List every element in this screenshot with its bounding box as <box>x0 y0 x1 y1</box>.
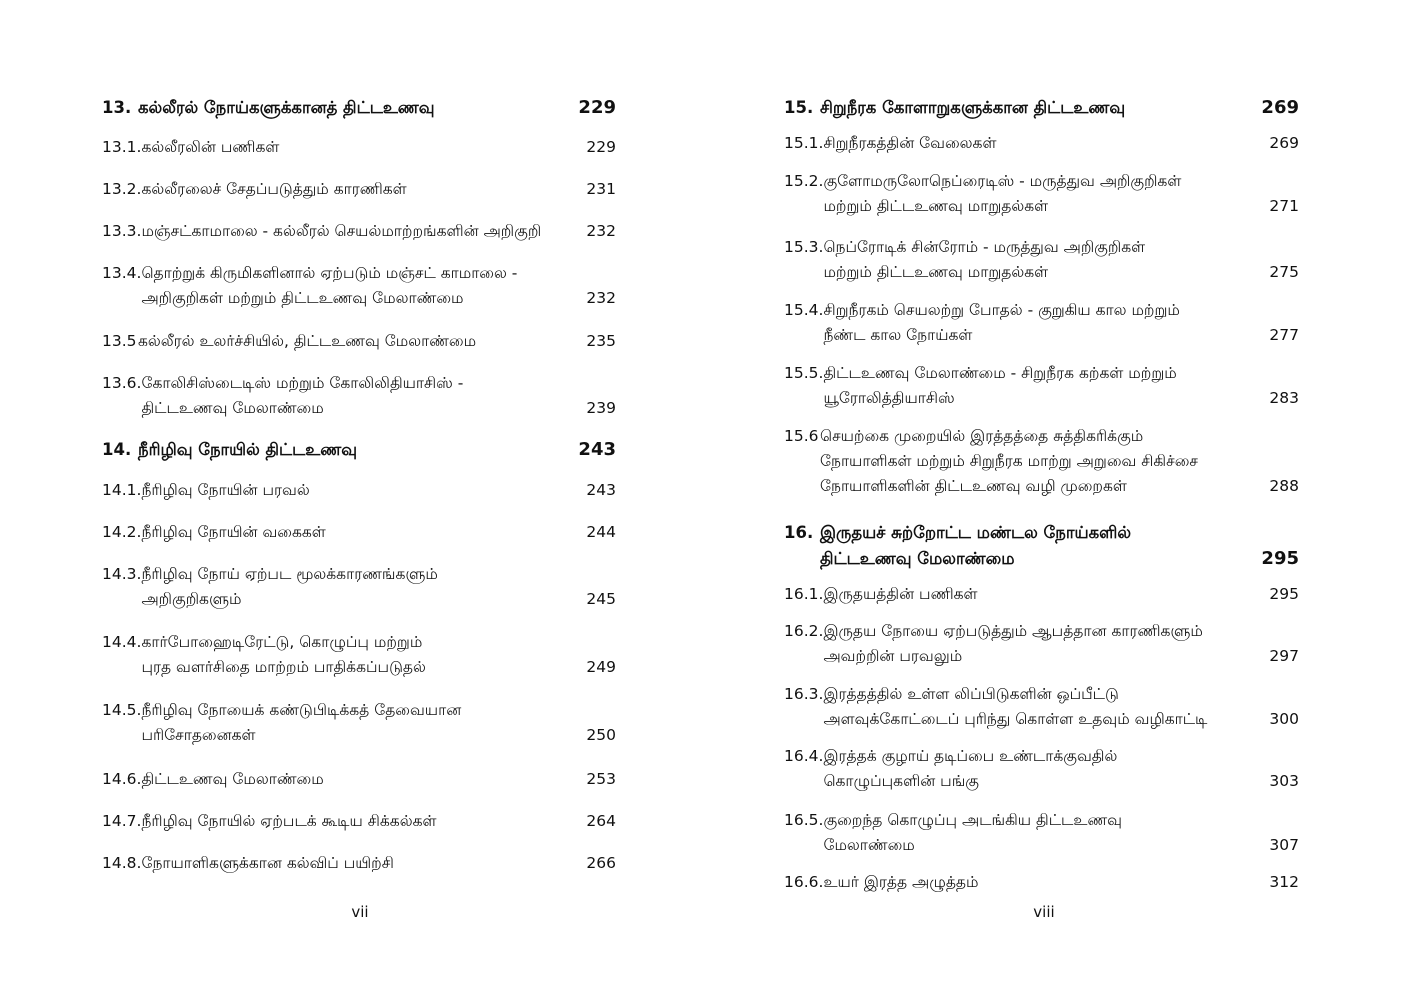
toc-entry-number: 14.7. <box>102 812 142 830</box>
toc-entry-title <box>823 744 1299 794</box>
toc-entry-title-line: மஞ்சட்காமாலை - கல்லீரல் செயல்மாற்றங்களின் அறிகுறி <box>141 222 542 240</box>
toc-section-entry <box>784 808 1299 858</box>
toc-page-number: 288 <box>1269 477 1299 495</box>
toc-page-number: 303 <box>1269 772 1299 790</box>
toc-entry-number: 14.6. <box>102 770 142 788</box>
toc-entry-title <box>820 424 1299 499</box>
toc-section-entry <box>784 131 1299 156</box>
toc-entry-title-line: அவற்றின் பரவலும் <box>823 647 963 665</box>
toc-entry-title-line: செயற்கை முறையில் இரத்தத்தை சுத்திகரிக்கும் <box>820 427 1144 445</box>
toc-section-entry <box>784 870 1299 895</box>
toc-entry-title <box>823 619 1299 669</box>
toc-page-number: 249 <box>586 658 616 676</box>
toc-entry-title-line: சிறுநீரக கோளாறுகளுக்கான திட்டஉணவு <box>820 98 1126 117</box>
toc-section-entry <box>102 219 616 244</box>
toc-entry-title <box>138 437 616 463</box>
toc-entry-title-line: தொற்றுக் கிருமிகளினால் ஏற்படும் மஞ்சட் காமாலை - <box>141 264 518 282</box>
toc-entry-number: 14. <box>102 440 132 459</box>
toc-page-number: 245 <box>586 590 616 608</box>
toc-entry-number: 13.5 <box>102 332 137 350</box>
toc-entry-title <box>141 135 616 160</box>
toc-page-number: 250 <box>586 726 616 744</box>
toc-entry-title <box>823 582 1299 607</box>
toc-entry-number: 14.2. <box>102 523 142 541</box>
toc-entry-title-line: நீரிழிவு நோய் ஏற்பட மூலக்காரணங்களும் <box>141 565 438 583</box>
toc-section-entry <box>102 698 616 748</box>
toc-entry-number: 13. <box>102 98 132 117</box>
toc-page-number: 283 <box>1269 389 1299 407</box>
toc-entry-title <box>141 219 616 244</box>
toc-entry-number: 13.2. <box>102 180 142 198</box>
toc-entry-number: 14.4. <box>102 633 142 651</box>
toc-page-number: 300 <box>1269 710 1299 728</box>
toc-section-entry <box>784 169 1299 219</box>
toc-entry-title-line: உயர் இரத்த அழுத்தம் <box>823 873 979 891</box>
toc-entry-title-line: கொழுப்புகளின் பங்கு <box>823 772 979 790</box>
toc-entry-title <box>823 808 1299 858</box>
toc-entry-title <box>823 131 1299 156</box>
toc-section-entry <box>784 582 1299 607</box>
toc-page-number: 243 <box>578 439 616 460</box>
toc-entry-title <box>138 95 616 121</box>
toc-entry-title <box>823 169 1299 219</box>
toc-entry-title-line: குளோமருலோநெப்ரைடிஸ் - மருத்துவ அறிகுறிகள் <box>823 172 1182 190</box>
toc-entry-title-line: யூரோலித்தியாசிஸ் <box>823 389 955 407</box>
toc-entry-number: 13.3. <box>102 222 142 240</box>
toc-entry-number: 13.4. <box>102 264 142 282</box>
toc-entry-number: 16.5. <box>784 811 824 829</box>
toc-entry-title <box>820 520 1299 572</box>
page-folio-left: vii <box>351 903 369 921</box>
toc-entry-title-line: நீரிழிவு நோயின் வகைகள் <box>141 523 326 541</box>
toc-entry-title-line: மற்றும் திட்டஉணவு மாறுதல்கள் <box>823 263 1049 281</box>
toc-page-number: 295 <box>1261 548 1299 569</box>
toc-page-number: 231 <box>586 180 616 198</box>
toc-entry-title-line: புரத வளர்சிதை மாற்றம் பாதிக்கப்படுதல் <box>141 658 426 676</box>
toc-entry-title-line: கார்போஹைடிரேட்டு, கொழுப்பு மற்றும் <box>141 633 423 651</box>
toc-entry-title <box>823 870 1299 895</box>
toc-page-number: 269 <box>1261 97 1299 118</box>
toc-section-entry <box>784 682 1299 732</box>
toc-entry-title-line: அறிகுறிகளும் <box>141 590 242 608</box>
toc-entry-title <box>141 851 616 876</box>
toc-entry-title-line: நீரிழிவு நோயில் ஏற்படக் கூடிய சிக்கல்கள் <box>141 812 437 830</box>
toc-page-number: 239 <box>586 399 616 417</box>
toc-section-entry <box>784 424 1299 499</box>
toc-page-number: 235 <box>586 332 616 350</box>
toc-section-entry <box>102 371 616 421</box>
toc-entry-number: 14.3. <box>102 565 142 583</box>
toc-chapter-entry <box>102 437 616 463</box>
toc-section-entry <box>784 619 1299 669</box>
toc-entry-title-line: அறிகுறிகள் மற்றும் திட்டஉணவு மேலாண்மை <box>141 289 464 307</box>
toc-section-entry <box>102 630 616 680</box>
toc-entry-title-line: திட்டஉணவு மேலாண்மை <box>141 770 324 788</box>
toc-page-number: 229 <box>586 138 616 156</box>
toc-entry-title <box>141 177 616 202</box>
toc-chapter-entry <box>784 520 1299 572</box>
toc-entry-title-line: பரிசோதனைகள் <box>141 726 256 744</box>
toc-entry-title-line: நெப்ரோடிக் சின்ரோம் - மருத்துவ அறிகுறிகள் <box>823 238 1146 256</box>
toc-entry-title <box>823 361 1299 411</box>
toc-entry-number: 15.5. <box>784 364 824 382</box>
toc-entry-title <box>820 95 1299 121</box>
toc-entry-title <box>141 371 616 421</box>
toc-entry-title-line: மேலாண்மை <box>823 836 915 854</box>
toc-page-number: 271 <box>1269 197 1299 215</box>
toc-entry-title <box>141 520 616 545</box>
toc-page-number: 229 <box>578 97 616 118</box>
toc-entry-title <box>141 809 616 834</box>
toc-entry-title <box>823 298 1299 348</box>
toc-entry-title-line: நீரிழிவு நோயின் பரவல் <box>141 481 310 499</box>
toc-page-number: 295 <box>1269 585 1299 603</box>
toc-section-entry <box>102 851 616 876</box>
toc-entry-number: 16.4. <box>784 747 824 765</box>
toc-entry-title-line: கோலிசிஸ்டைடிஸ் மற்றும் கோலிலிதியாசிஸ் - <box>141 374 464 392</box>
toc-section-entry <box>102 767 616 792</box>
toc-page-number: 297 <box>1269 647 1299 665</box>
toc-entry-number: 16.1. <box>784 585 824 603</box>
toc-entry-title-line: இருதயச் சுற்றோட்ட மண்டல நோய்களில் <box>820 523 1132 542</box>
toc-entry-title <box>138 329 616 354</box>
toc-entry-title-line: கல்லீரலின் பணிகள் <box>141 138 280 156</box>
toc-entry-title-line: இருதய நோயை ஏற்படுத்தும் ஆபத்தான காரணிகளும் <box>823 622 1203 640</box>
toc-section-entry <box>102 562 616 612</box>
toc-entry-number: 14.5. <box>102 701 142 719</box>
toc-page-number: 307 <box>1269 836 1299 854</box>
toc-entry-title-line: நோயாளிகள் மற்றும் சிறுநீரக மாற்று அறுவை சிகிச்சை <box>820 452 1198 470</box>
toc-page-number: 277 <box>1269 326 1299 344</box>
toc-entry-number: 15.2. <box>784 172 824 190</box>
toc-entry-title <box>823 235 1299 285</box>
toc-section-entry <box>784 361 1299 411</box>
toc-entry-number: 15.4. <box>784 301 824 319</box>
toc-page-number: 232 <box>586 289 616 307</box>
toc-entry-number: 15.6 <box>784 427 819 445</box>
toc-entry-number: 16.6. <box>784 873 824 891</box>
toc-chapter-entry <box>102 95 616 121</box>
toc-page-number: 243 <box>586 481 616 499</box>
toc-entry-number: 15.1. <box>784 134 824 152</box>
toc-page-number: 244 <box>586 523 616 541</box>
toc-entry-title-line: நீண்ட கால நோய்கள் <box>823 326 973 344</box>
toc-section-entry <box>102 177 616 202</box>
toc-entry-title-line: இருதயத்தின் பணிகள் <box>823 585 978 603</box>
toc-entry-title-line: சிறுநீரகத்தின் வேலைகள் <box>823 134 997 152</box>
toc-entry-title <box>141 478 616 503</box>
toc-entry-title-line: குறைந்த கொழுப்பு அடங்கிய திட்டஉணவு <box>823 811 1123 829</box>
toc-section-entry <box>102 809 616 834</box>
toc-entry-number: 14.8. <box>102 854 142 872</box>
toc-entry-title-line: மற்றும் திட்டஉணவு மாறுதல்கள் <box>823 197 1049 215</box>
toc-entry-title-line: திட்டஉணவு மேலாண்மை <box>141 399 324 417</box>
toc-entry-number: 15.3. <box>784 238 824 256</box>
toc-entry-title <box>141 630 616 680</box>
page-folio-right: viii <box>1033 903 1055 921</box>
toc-section-entry <box>784 235 1299 285</box>
toc-entry-number: 14.1. <box>102 481 142 499</box>
toc-section-entry <box>102 329 616 354</box>
toc-entry-title-line: நோயாளிகளுக்கான கல்விப் பயிற்சி <box>141 854 394 872</box>
toc-entry-title <box>141 261 616 311</box>
toc-entry-title-line: நோயாளிகளின் திட்டஉணவு வழி முறைகள் <box>820 477 1127 495</box>
toc-page-number: 264 <box>586 812 616 830</box>
toc-entry-title-line: கல்லீரலைச் சேதப்படுத்தும் காரணிகள் <box>141 180 407 198</box>
toc-page-number: 266 <box>586 854 616 872</box>
toc-entry-title <box>823 682 1299 732</box>
toc-page-number: 312 <box>1269 873 1299 891</box>
toc-entry-title-line: அளவுக்கோட்டைப் புரிந்து கொள்ள உதவும் வழிகாட்டி <box>823 710 1208 728</box>
toc-entry-title-line: இரத்தக் குழாய் தடிப்பை உண்டாக்குவதில் <box>823 747 1118 765</box>
toc-entry-title-line: சிறுநீரகம் செயலற்று போதல் - குறுகிய கால மற்றும் <box>823 301 1180 319</box>
toc-page-number: 275 <box>1269 263 1299 281</box>
toc-entry-title-line: நீரிழிவு நோயில் திட்டஉணவு <box>138 440 358 459</box>
toc-entry-title-line: நீரிழிவு நோயைக் கண்டுபிடிக்கத் தேவையான <box>141 701 462 719</box>
toc-section-entry <box>784 744 1299 794</box>
toc-entry-number: 15. <box>784 98 814 117</box>
toc-entry-title-line: திட்டஉணவு மேலாண்மை <box>820 549 1015 568</box>
toc-section-entry <box>102 135 616 160</box>
toc-section-entry <box>102 520 616 545</box>
toc-section-entry <box>102 478 616 503</box>
toc-entry-title <box>141 562 616 612</box>
toc-page-number: 253 <box>586 770 616 788</box>
toc-page-number: 232 <box>586 222 616 240</box>
toc-entry-number: 16. <box>784 523 814 542</box>
toc-entry-number: 13.6. <box>102 374 142 392</box>
toc-page-number: 269 <box>1269 134 1299 152</box>
toc-entry-title-line: கல்லீரல் உலர்ச்சியில், திட்டஉணவு மேலாண்மை <box>138 332 477 350</box>
toc-entry-number: 16.3. <box>784 685 824 703</box>
toc-entry-number: 13.1. <box>102 138 142 156</box>
toc-entry-title-line: திட்டஉணவு மேலாண்மை - சிறுநீரக கற்கள் மற்றும் <box>823 364 1177 382</box>
toc-entry-title <box>141 767 616 792</box>
toc-section-entry <box>784 298 1299 348</box>
toc-section-entry <box>102 261 616 311</box>
toc-chapter-entry <box>784 95 1299 121</box>
toc-entry-title <box>141 698 616 748</box>
toc-entry-title-line: கல்லீரல் நோய்களுக்கானத் திட்டஉணவு <box>138 98 435 117</box>
toc-entry-number: 16.2. <box>784 622 824 640</box>
toc-entry-title-line: இரத்தத்தில் உள்ள லிப்பிடுகளின் ஒப்பீட்டு <box>823 685 1119 703</box>
